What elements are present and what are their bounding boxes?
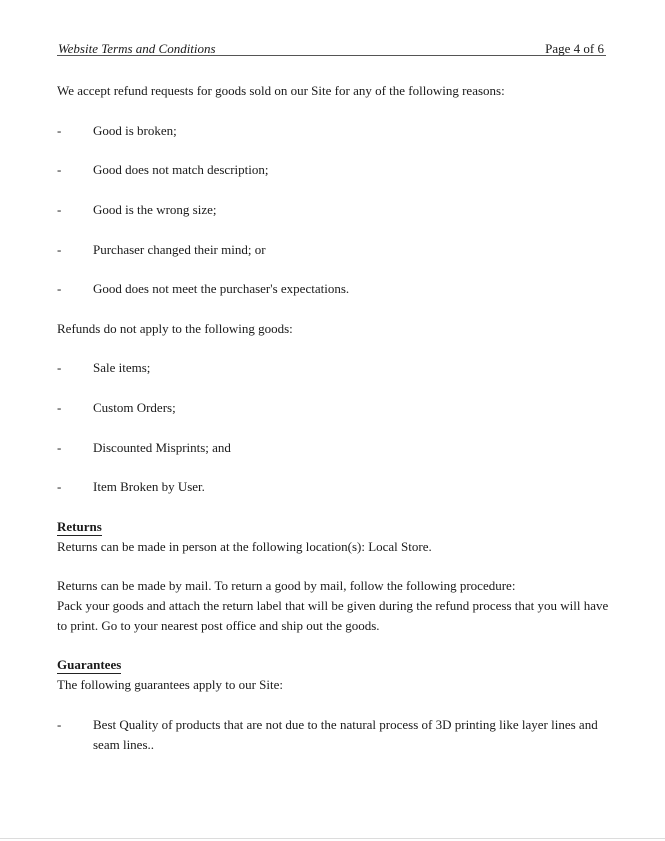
list-dash: -	[57, 123, 62, 138]
returns-by-mail-procedure: Pack your goods and attach the return label that will be given during the refund process that you will have to print. Go to your nearest post office and ship out the goods.	[57, 598, 609, 633]
list-dash: -	[57, 360, 62, 375]
list-dash: -	[57, 717, 62, 732]
exclusions-intro: Refunds do not apply to the following goods:	[57, 321, 293, 336]
excluded-good: Custom Orders;	[93, 400, 176, 415]
returns-in-person: Returns can be made in person at the following location(s): Local Store.	[57, 539, 432, 554]
refund-reason: Good does not meet the purchaser's expectations.	[93, 281, 350, 296]
list-dash: -	[57, 242, 62, 257]
excluded-good: Discounted Misprints; and	[93, 440, 231, 455]
refund-reason: Purchaser changed their mind; or	[93, 242, 266, 257]
header-title: Website Terms and Conditions	[58, 41, 216, 56]
excluded-good: Item Broken by User.	[93, 479, 205, 494]
returns-heading-text: Returns	[57, 519, 102, 534]
guarantees-heading	[57, 655, 121, 675]
list-dash: -	[57, 479, 62, 494]
list-dash: -	[57, 440, 62, 455]
list-dash: -	[57, 202, 62, 217]
guarantees-heading-text: Guarantees	[57, 657, 122, 672]
returns-by-mail-intro: Returns can be made by mail. To return a good by mail, follow the following procedure:	[57, 578, 516, 593]
returns-heading	[57, 517, 102, 537]
refund-reason: Good does not match description;	[93, 162, 269, 177]
page-number: Page 4 of 6	[545, 41, 604, 56]
excluded-good: Sale items;	[93, 360, 151, 375]
list-dash: -	[57, 281, 62, 296]
guarantees-intro: The following guarantees apply to our Site:	[57, 677, 284, 692]
list-dash: -	[57, 162, 62, 177]
refund-reason: Good is broken;	[93, 123, 177, 138]
list-dash: -	[57, 400, 62, 415]
refund-intro: We accept refund requests for goods sold on our Site for any of the following reasons:	[57, 83, 505, 98]
page-header	[57, 40, 606, 56]
guarantee-item: Best Quality of products that are not due to the natural process of 3D printing like layer lines and seam lines..	[93, 717, 598, 752]
refund-reason: Good is the wrong size;	[93, 202, 217, 217]
